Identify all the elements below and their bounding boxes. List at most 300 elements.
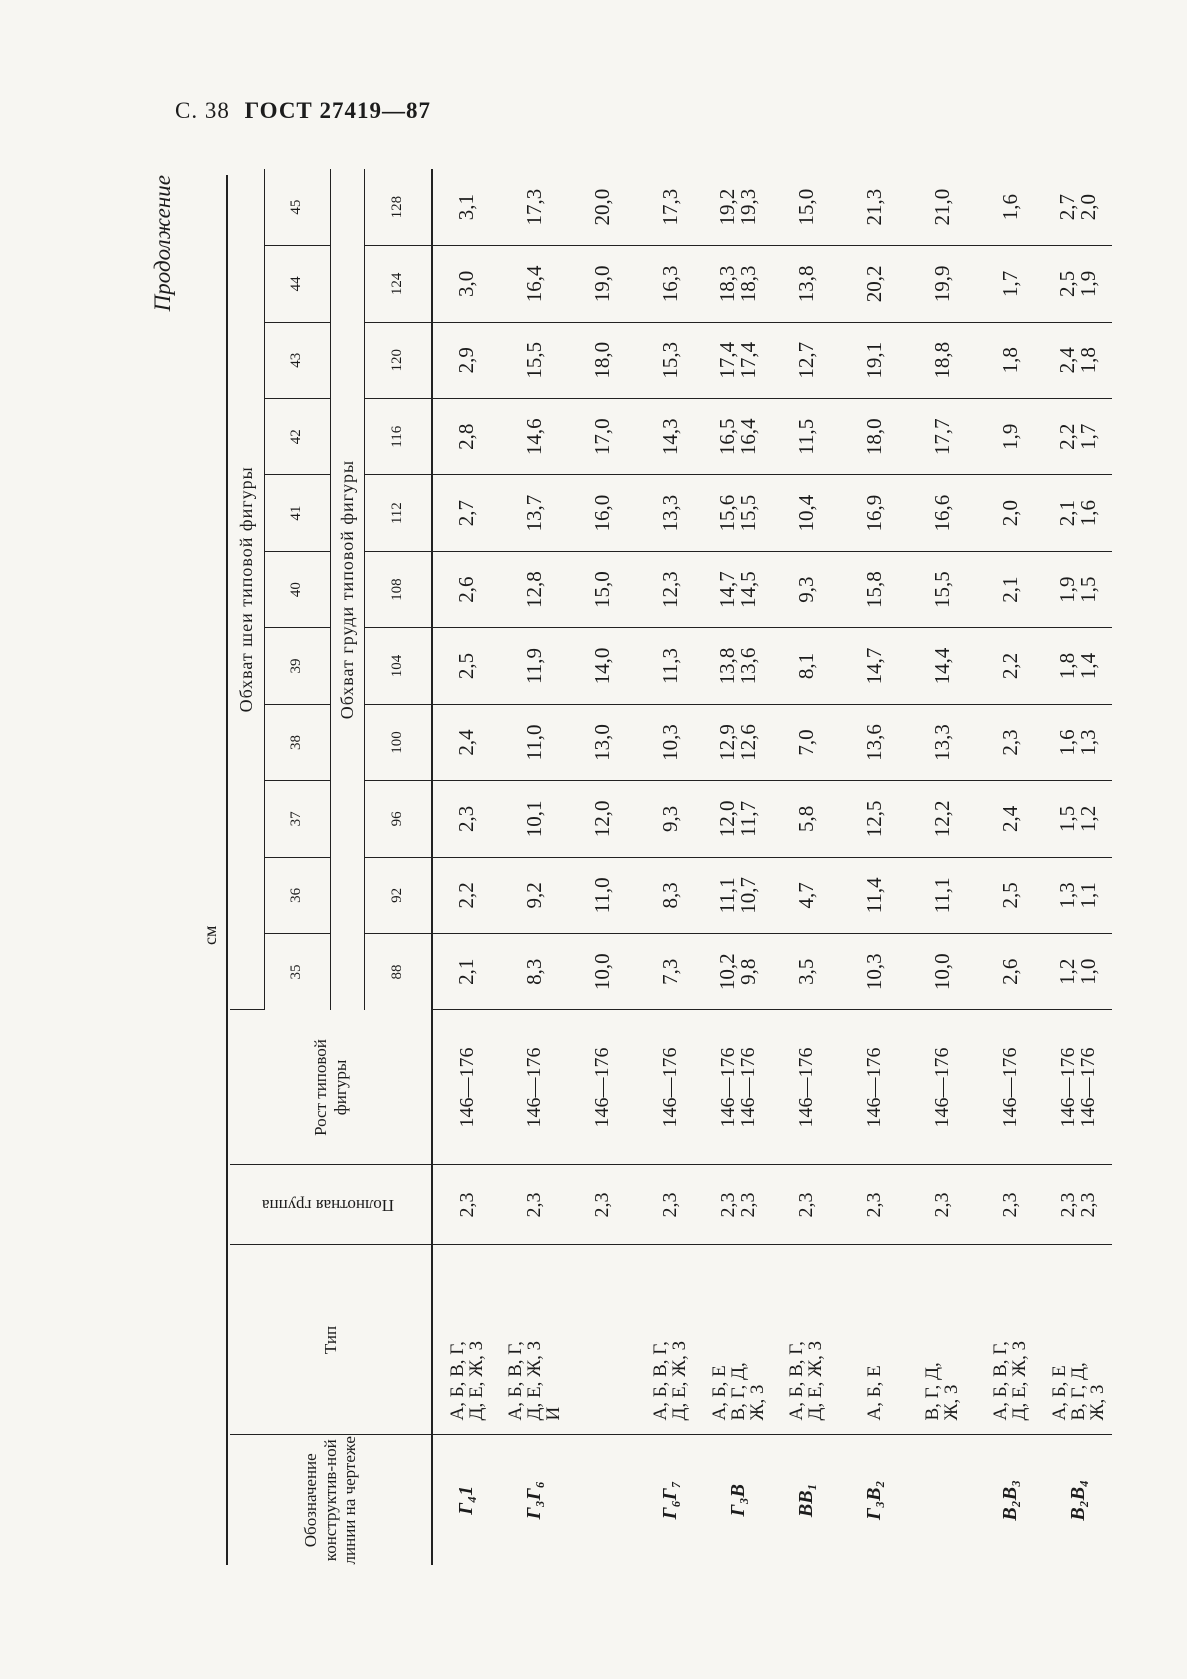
- row-value: 1,8: [997, 347, 1022, 374]
- table-row: [432, 169, 500, 1565]
- row-group-value: 2,3: [931, 1192, 953, 1218]
- row-designation: В₂В₄: [1066, 1479, 1089, 1521]
- row-value: 12,7: [793, 341, 818, 379]
- row-value: 19,1: [861, 341, 886, 379]
- row-value: 1,9: [997, 423, 1022, 450]
- row-value-cell: [568, 475, 636, 551]
- row-type-line: В, Г, Д,: [1067, 1362, 1089, 1421]
- row-value: 18,0: [861, 418, 886, 456]
- row-group-value: 2,3: [999, 1192, 1021, 1218]
- neck-size-9: 44: [264, 246, 330, 322]
- row-value-cell: [1044, 628, 1112, 704]
- row-value-cell: [500, 399, 568, 475]
- row-value: 11,5: [793, 418, 818, 455]
- row-value: 10,3: [861, 953, 886, 991]
- row-value-cell: [1044, 399, 1112, 475]
- chest-size-6: 112: [364, 475, 432, 551]
- row-value: 10,2: [715, 953, 739, 991]
- row-type: [1044, 1245, 1112, 1435]
- row-value: 18,3: [736, 265, 760, 303]
- row-value-cell: [772, 169, 840, 246]
- row-height-value: 146—176: [737, 1047, 759, 1128]
- row-type: [568, 1245, 636, 1435]
- row-value-cell: [908, 704, 976, 780]
- row-value: 9,3: [793, 576, 818, 603]
- row-value: 15,0: [589, 571, 614, 608]
- neck-size-1: 36: [264, 857, 330, 933]
- row-designation: Г₃Г₆: [522, 1481, 545, 1520]
- row-group-value: 2,3: [523, 1192, 545, 1218]
- row-value: 16,0: [589, 494, 614, 532]
- row-value-cell: [772, 857, 840, 933]
- row-value-cell: [840, 704, 908, 780]
- row-value-cell: [908, 322, 976, 398]
- page-number: С. 38: [175, 98, 230, 123]
- row-value-cell: [704, 169, 772, 246]
- row-value-cell: [500, 246, 568, 322]
- row-value: 11,7: [736, 800, 760, 837]
- row-value: 2,5: [454, 652, 478, 680]
- row-value-cell: [500, 475, 568, 551]
- row-fullness-group: [976, 1165, 1044, 1245]
- row-height: [840, 1010, 908, 1165]
- row-designation: В₂В₃: [998, 1479, 1021, 1521]
- row-value-cell: [976, 628, 1044, 704]
- row-value-cell: [908, 857, 976, 933]
- row-value: 12,5: [861, 800, 886, 838]
- row-designation: ВВ₁: [794, 1483, 817, 1518]
- row-value: 8,3: [657, 882, 682, 909]
- row-value-cell: [772, 246, 840, 322]
- row-value-cell: [1044, 934, 1112, 1010]
- chest-size-5: 108: [364, 551, 432, 627]
- continuation-label: Продолжение: [150, 175, 175, 312]
- row-value-cell: [432, 857, 500, 933]
- row-value: 2,3: [454, 805, 478, 833]
- row-value: 2,1: [454, 958, 478, 985]
- row-value: 19,0: [589, 265, 614, 303]
- row-fullness-group: [1044, 1165, 1112, 1245]
- row-value: 20,0: [589, 188, 614, 226]
- row-value: 2,4: [997, 805, 1022, 833]
- row-fullness-group: [908, 1165, 976, 1245]
- neck-size-8: 43: [264, 322, 330, 398]
- row-value-cell: [432, 246, 500, 322]
- row-value: 7,0: [793, 729, 818, 756]
- row-type: [704, 1245, 772, 1435]
- row-fullness-group: [500, 1165, 568, 1245]
- row-value-cell: [568, 628, 636, 704]
- row-value-cell: [704, 322, 772, 398]
- row-value: 9,8: [736, 958, 760, 985]
- row-value: 1,8: [1076, 347, 1100, 374]
- row-value: 13,3: [929, 724, 954, 761]
- row-value-cell: [568, 551, 636, 627]
- row-value-cell: [500, 857, 568, 933]
- row-type-line: Ж, З: [941, 1384, 962, 1421]
- row-height-value: 146—176: [1057, 1047, 1079, 1128]
- row-height-value: 146—176: [1077, 1047, 1099, 1128]
- row-value-cell: [636, 704, 704, 780]
- row-height-value: 146—176: [591, 1047, 613, 1128]
- row-value-cell: [432, 781, 500, 857]
- neck-size-0: 35: [264, 934, 330, 1010]
- row-type-line: В, Г, Д,: [727, 1362, 749, 1421]
- row-value: 15,0: [793, 188, 818, 226]
- row-height-value: 146—176: [931, 1047, 953, 1128]
- row-value: 16,4: [736, 418, 760, 456]
- row-group-value: 2,3: [863, 1192, 885, 1218]
- row-type-line: А, Б, В, Г,: [786, 1341, 807, 1421]
- row-value: 17,4: [736, 341, 760, 379]
- row-value: 16,3: [657, 265, 682, 303]
- page-header: [175, 98, 431, 124]
- row-value: 1,7: [1076, 423, 1100, 450]
- row-value-cell: [840, 628, 908, 704]
- row-type-line: А, Б, Е: [863, 1365, 885, 1421]
- row-value: 12,9: [715, 724, 739, 761]
- row-value: 14,3: [657, 418, 682, 456]
- rotated-table-area: [150, 175, 1108, 1565]
- row-value: 10,1: [521, 800, 546, 838]
- chest-size-2: 96: [364, 781, 432, 857]
- row-type: [636, 1245, 704, 1435]
- table-row: [704, 169, 772, 1565]
- row-value: 2,9: [454, 347, 478, 374]
- row-value: 2,6: [454, 576, 478, 603]
- row-value-cell: [704, 475, 772, 551]
- row-value-cell: [1044, 551, 1112, 627]
- neck-size-7: 42: [264, 399, 330, 475]
- row-group-value: 2,3: [1057, 1192, 1079, 1218]
- row-value-cell: [1044, 781, 1112, 857]
- row-value: 15,8: [861, 571, 886, 608]
- chest-size-7: 116: [364, 399, 432, 475]
- row-value-cell: [636, 246, 704, 322]
- row-value-cell: [908, 475, 976, 551]
- row-value: 14,7: [861, 647, 886, 685]
- row-value: 1,5: [1076, 576, 1100, 603]
- table-row: [568, 169, 636, 1565]
- row-value: 21,3: [861, 188, 886, 226]
- row-type: [772, 1245, 840, 1435]
- row-value: 15,5: [521, 341, 546, 379]
- row-type-line: Ж, З: [746, 1384, 768, 1421]
- row-value: 2,2: [1055, 423, 1079, 450]
- row-designation: Г₃В₂: [862, 1480, 885, 1520]
- row-value: 2,7: [454, 500, 478, 527]
- row-value-cell: [568, 934, 636, 1010]
- row-type-line: А, Б, В, Г,: [446, 1341, 468, 1421]
- row-value: 7,3: [657, 958, 682, 985]
- row-value: 2,1: [1055, 500, 1079, 527]
- row-value: 11,3: [657, 648, 682, 685]
- row-value: 2,6: [997, 958, 1022, 985]
- row-value-cell: [432, 934, 500, 1010]
- row-value: 1,6: [1076, 500, 1100, 527]
- row-type: [908, 1245, 976, 1435]
- row-value-cell: [976, 857, 1044, 933]
- row-value-cell: [1044, 246, 1112, 322]
- row-value: 2,5: [997, 882, 1022, 909]
- row-value: 12,3: [657, 571, 682, 608]
- row-value-cell: [976, 934, 1044, 1010]
- row-value-cell: [840, 475, 908, 551]
- row-value: 8,3: [521, 958, 546, 985]
- row-type: [432, 1245, 500, 1435]
- row-value-cell: [568, 857, 636, 933]
- row-value-cell: [1044, 322, 1112, 398]
- row-height: [1044, 1010, 1112, 1165]
- row-value-cell: [636, 628, 704, 704]
- row-value: 10,4: [793, 494, 818, 532]
- row-value-cell: [500, 322, 568, 398]
- row-designation: [568, 1435, 636, 1565]
- row-height: [908, 1010, 976, 1165]
- row-type-line: А, Б, В, Г,: [990, 1341, 1011, 1421]
- row-type: [500, 1245, 568, 1435]
- row-group-value: 2,3: [737, 1192, 759, 1218]
- row-value: 14,0: [589, 647, 614, 685]
- row-value: 12,8: [521, 571, 546, 608]
- neck-size-4: 39: [264, 628, 330, 704]
- chest-size-1: 92: [364, 857, 432, 933]
- row-value: 13,3: [657, 494, 682, 532]
- row-value: 3,1: [454, 194, 478, 221]
- row-value: 19,9: [929, 265, 954, 303]
- row-height: [568, 1010, 636, 1165]
- row-value: 3,0: [454, 270, 478, 297]
- row-height: [772, 1010, 840, 1165]
- row-height: [704, 1010, 772, 1165]
- table-row: [500, 169, 568, 1565]
- measurement-table: [230, 169, 1112, 1565]
- row-group-value: 2,3: [717, 1192, 739, 1218]
- row-value: 9,3: [657, 805, 682, 833]
- row-value-cell: [500, 934, 568, 1010]
- row-value-cell: [500, 551, 568, 627]
- row-type-line: Д, Е, Ж, З: [465, 1340, 487, 1421]
- row-value: 16,9: [861, 494, 886, 532]
- row-value-cell: [568, 246, 636, 322]
- row-value: 14,4: [929, 647, 954, 685]
- row-value: 15,5: [736, 494, 760, 532]
- row-value: 1,9: [1055, 576, 1079, 603]
- header-designation: Обозначение конструктив-ной линии на чертеже: [230, 1435, 432, 1565]
- row-value: 1,9: [1076, 270, 1100, 297]
- row-value-cell: [636, 781, 704, 857]
- row-value-cell: [976, 322, 1044, 398]
- row-value-cell: [704, 857, 772, 933]
- row-value: 2,0: [1076, 194, 1100, 221]
- row-value: 13,6: [861, 724, 886, 761]
- row-value-cell: [704, 934, 772, 1010]
- row-value-cell: [636, 475, 704, 551]
- row-value-cell: [704, 628, 772, 704]
- row-type-line: А, Б, В, Г,: [504, 1341, 526, 1421]
- row-value-cell: [840, 934, 908, 1010]
- header-type: Тип: [230, 1245, 432, 1435]
- row-height-value: 146—176: [795, 1047, 817, 1128]
- row-value-cell: [908, 246, 976, 322]
- row-value-cell: [704, 399, 772, 475]
- row-value-cell: [1044, 475, 1112, 551]
- row-value: 1,4: [1076, 652, 1100, 680]
- row-value: 2,3: [997, 729, 1022, 756]
- row-value-cell: [568, 781, 636, 857]
- row-value: 9,2: [521, 882, 546, 909]
- row-value-cell: [976, 551, 1044, 627]
- row-value: 14,6: [521, 418, 546, 456]
- row-value: 5,8: [793, 805, 818, 833]
- row-value: 2,2: [454, 882, 478, 909]
- row-value: 11,1: [929, 877, 954, 914]
- standard-code: ГОСТ 27419—87: [244, 98, 432, 123]
- row-value-cell: [636, 857, 704, 933]
- row-value-cell: [704, 781, 772, 857]
- row-value-cell: [908, 551, 976, 627]
- row-value: 2,7: [1055, 194, 1079, 221]
- row-type-line: Д, Е, Ж, З: [523, 1340, 545, 1421]
- row-value: 11,4: [861, 877, 886, 914]
- row-value-cell: [636, 322, 704, 398]
- row-type-line: Д, Е, Ж, З: [805, 1340, 826, 1421]
- row-value-cell: [704, 551, 772, 627]
- neck-size-3: 38: [264, 704, 330, 780]
- row-type-line: Ж, З: [1086, 1384, 1108, 1421]
- row-value: 1,8: [1055, 652, 1079, 680]
- row-value: 17,3: [657, 188, 682, 226]
- row-group-value: 2,3: [659, 1192, 681, 1218]
- row-value: 17,7: [929, 418, 954, 456]
- row-fullness-group: [840, 1165, 908, 1245]
- row-value: 18,8: [929, 341, 954, 379]
- row-value-cell: [772, 322, 840, 398]
- row-value: 12,6: [736, 724, 760, 761]
- row-group-value: 2,3: [591, 1192, 613, 1218]
- neck-size-2: 37: [264, 781, 330, 857]
- table-row: [976, 169, 1044, 1565]
- row-value: 16,6: [929, 494, 954, 532]
- chest-size-4: 104: [364, 628, 432, 704]
- row-value: 4,7: [793, 882, 818, 909]
- row-value-cell: [908, 169, 976, 246]
- row-value-cell: [432, 628, 500, 704]
- row-height-value: 146—176: [999, 1047, 1021, 1128]
- row-value-cell: [432, 704, 500, 780]
- row-type-line: Д, Е, Ж, З: [1009, 1340, 1030, 1421]
- row-value: 1,5: [1055, 805, 1079, 833]
- row-value: 11,0: [521, 724, 546, 761]
- row-value: 2,1: [997, 576, 1022, 603]
- row-value-cell: [772, 475, 840, 551]
- row-group-value: 2,3: [455, 1192, 478, 1218]
- row-designation: Г₄1: [432, 1435, 500, 1565]
- row-value: 17,4: [715, 341, 739, 379]
- chest-size-10: 128: [364, 169, 432, 246]
- row-value: 10,0: [929, 953, 954, 991]
- row-value: 21,0: [929, 188, 954, 226]
- header-chest-group: Обхват груди типовой фигуры: [330, 169, 364, 1010]
- row-value-cell: [976, 475, 1044, 551]
- row-value-cell: [432, 551, 500, 627]
- row-value: 10,7: [736, 876, 760, 914]
- chest-size-0: 88: [389, 964, 406, 980]
- row-value-cell: [432, 475, 500, 551]
- row-height-value: 146—176: [659, 1047, 681, 1128]
- chest-size-8: 120: [364, 322, 432, 398]
- row-value-cell: [840, 246, 908, 322]
- row-value: 11,1: [715, 877, 739, 914]
- row-value-cell: [568, 169, 636, 246]
- chest-size-9: 124: [364, 246, 432, 322]
- neck-size-6: 41: [264, 475, 330, 551]
- row-type-line: А, Б, Е: [1048, 1365, 1070, 1421]
- row-fullness-group: [704, 1165, 772, 1245]
- row-value: 13,6: [736, 647, 760, 685]
- row-value: 10,3: [657, 724, 682, 761]
- row-value: 11,9: [521, 648, 546, 685]
- row-value: 12,0: [589, 800, 614, 838]
- row-value: 15,3: [657, 341, 682, 379]
- row-fullness-group: [568, 1165, 636, 1245]
- row-value: 2,8: [454, 423, 478, 450]
- row-type-line: А, Б, Е: [708, 1365, 730, 1421]
- row-value: 2,2: [997, 652, 1022, 680]
- row-value-cell: [1044, 704, 1112, 780]
- header-fullness-group: [230, 1165, 432, 1245]
- row-value-cell: [500, 169, 568, 246]
- table-row: [1044, 169, 1112, 1565]
- row-type-line: А, Б, В, Г,: [650, 1341, 671, 1421]
- row-value: 3,5: [793, 958, 818, 985]
- table-row: [772, 169, 840, 1565]
- row-value-cell: [772, 399, 840, 475]
- neck-size-10: 45: [264, 169, 330, 246]
- unit-label: см: [200, 925, 220, 945]
- row-designation: Г₃В: [726, 1484, 749, 1517]
- row-type-line: В, Г, Д,: [922, 1362, 943, 1421]
- row-value-cell: [772, 628, 840, 704]
- table-row: [636, 169, 704, 1565]
- row-value: 2,5: [1055, 270, 1079, 297]
- row-value: 13,8: [793, 265, 818, 303]
- row-value-cell: [840, 399, 908, 475]
- row-value-cell: [500, 704, 568, 780]
- row-height-value: 146—176: [863, 1047, 885, 1128]
- row-height-value: 146—176: [717, 1047, 739, 1128]
- row-fullness-group: [432, 1165, 500, 1245]
- row-value-cell: [908, 628, 976, 704]
- row-designation: Г₆Г₇: [658, 1481, 681, 1520]
- row-value: 2,0: [997, 500, 1022, 527]
- row-value: 16,5: [715, 418, 739, 456]
- row-value: 17,0: [589, 418, 614, 456]
- header-height: Рост типовой фигуры: [230, 1010, 432, 1165]
- row-value: 15,5: [929, 571, 954, 608]
- row-type-line: Д, Е, Ж, З: [669, 1340, 690, 1421]
- row-value: 13,7: [521, 494, 546, 532]
- row-fullness-group: [772, 1165, 840, 1245]
- row-value: 18,0: [589, 341, 614, 379]
- row-value-cell: [432, 322, 500, 398]
- row-height-value: 146—176: [455, 1047, 478, 1128]
- row-value: 20,2: [861, 265, 886, 303]
- row-value-cell: [432, 169, 500, 246]
- top-rule: [226, 175, 228, 1565]
- row-fullness-group: [636, 1165, 704, 1245]
- row-value-cell: [636, 169, 704, 246]
